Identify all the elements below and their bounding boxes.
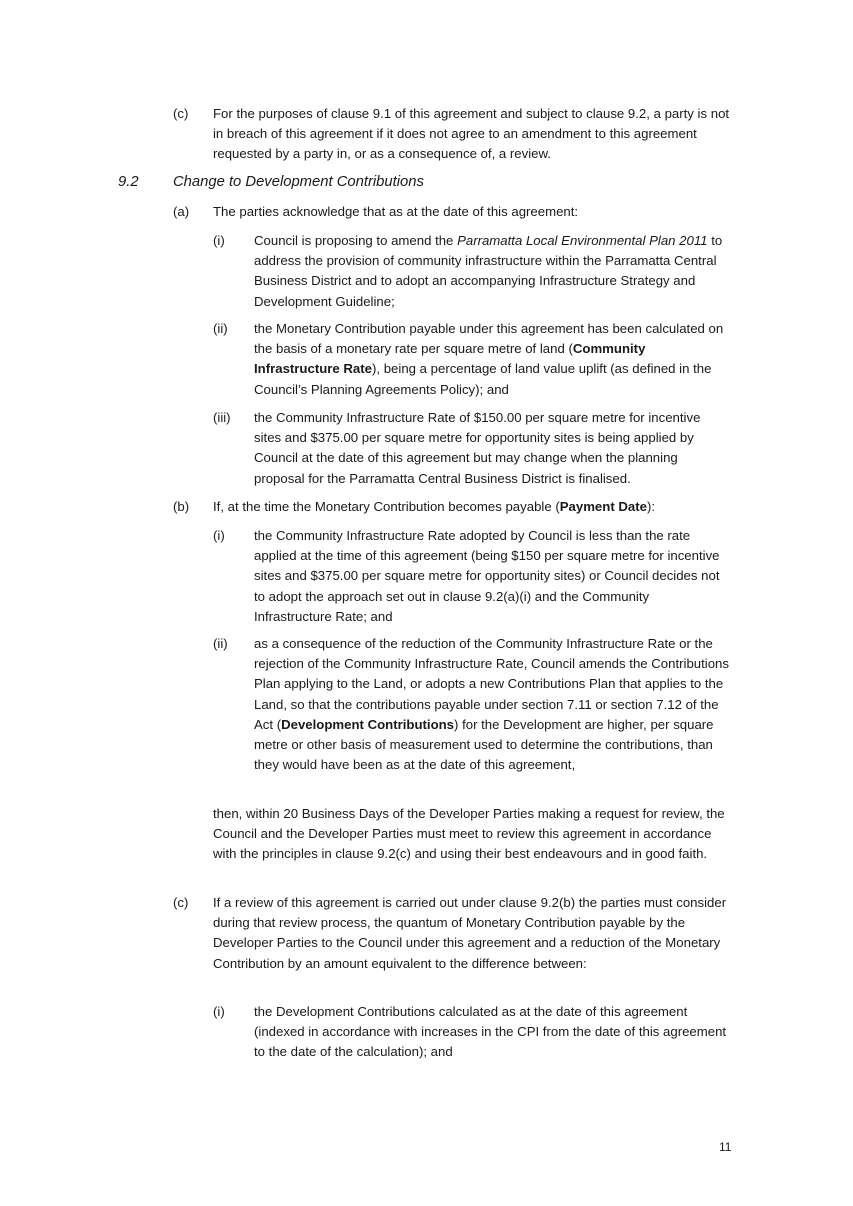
subclause-text: Council is proposing to amend the Parramatta Local Environmental Plan 2011 to address the provision of community infrastructure within the Parramatta Central Business District and to adopt an accompanying Infrastructure Strategy and Development Guideline;	[254, 233, 723, 309]
clause-text: The parties acknowledge that as at the date of this agreement:	[213, 204, 579, 219]
subclause-label: (iii)	[213, 410, 231, 425]
subclause-text: the Community Infrastructure Rate adopted by Council is less than the rate applied at the time of this agreement (being $150 per square metre for incentive sites and $375.00 per square metre for opportunity sites) or Council decides not to adopt the approach set out in clause 9.2(a)(i) and the Community Infrastructure Rate; and	[254, 528, 720, 624]
clause-text: For the purposes of clause 9.1 of this agreement and subject to clause 9.2, a party is not in breach of this agreement if it does not agree to an amendment to this agreement requested by a party in, or as a consequence of, a review.	[213, 106, 730, 162]
clause-text: If a review of this agreement is carried out under clause 9.2(b) the parties must consider during that review process, the quantum of Monetary Contribution payable by the Developer Parties to the Council under this agreement and a reduction of the Monetary Contribution by an amount equivalent to the difference between:	[213, 895, 727, 971]
section-number: 9.2	[118, 174, 139, 190]
subclause-text: as a consequence of the reduction of the Community Infrastructure Rate or the rejection of the Community Infrastructure Rate, Council amends the Contributions Plan applying to the Land, or adopts a new Contributions Plan that applies to the Land, so that the contributions payable under section 7.11 or section 7.12 of the Act (Development Contributions) for the Development are higher, per square metre or other basis of measurement used to determine the contributions, than they would have been as at the date of this agreement,	[254, 636, 729, 773]
page-number: 11	[719, 1140, 732, 1154]
subclause-text: the Development Contributions calculated as at the date of this agreement (indexed in accordance with increases in the CPI from the date of this agreement to the date of the calculation); and	[254, 1004, 727, 1060]
subclause-label: (i)	[213, 528, 225, 543]
instrument-name: Parramatta Local Environmental Plan 2011	[457, 233, 708, 248]
subclause-text: the Monetary Contribution payable under this agreement has been calculated on the basis of a monetary rate per square metre of land (Community Infrastructure Rate), being a percentage of land value uplift (as defined in the Council’s Planning Agreements Policy); and	[254, 321, 724, 397]
subclause-label: (i)	[213, 233, 225, 248]
clause-label: (c)	[173, 895, 189, 910]
defined-term: Community Infrastructure Rate	[254, 341, 646, 377]
defined-term: Development Contributions	[281, 716, 455, 732]
clause-text: then, within 20 Business Days of the Developer Parties making a request for review, the Council and the Developer Parties must meet to review this agreement in accordance with the principles in clause 9.2(c) and using their best endeavours and in good faith.	[213, 806, 725, 862]
clause-label: (a)	[173, 204, 190, 219]
subclause-label: (ii)	[213, 321, 228, 336]
clause-text: If, at the time the Monetary Contribution becomes payable (Payment Date):	[213, 499, 656, 514]
clause-label: (c)	[173, 106, 189, 121]
defined-term: Payment Date	[559, 499, 647, 514]
subclause-text: the Community Infrastructure Rate of $150.00 per square metre for incentive sites and $375.00 per square metre for opportunity sites is being applied by Council at the date of this agreement but may change when the planning proposal for the Parramatta Central Business District is finalised.	[254, 410, 701, 486]
subclause-label: (ii)	[213, 636, 228, 651]
section-title: Change to Development Contributions	[173, 174, 424, 190]
subclause-label: (i)	[213, 1004, 225, 1019]
clause-label: (b)	[173, 499, 190, 514]
